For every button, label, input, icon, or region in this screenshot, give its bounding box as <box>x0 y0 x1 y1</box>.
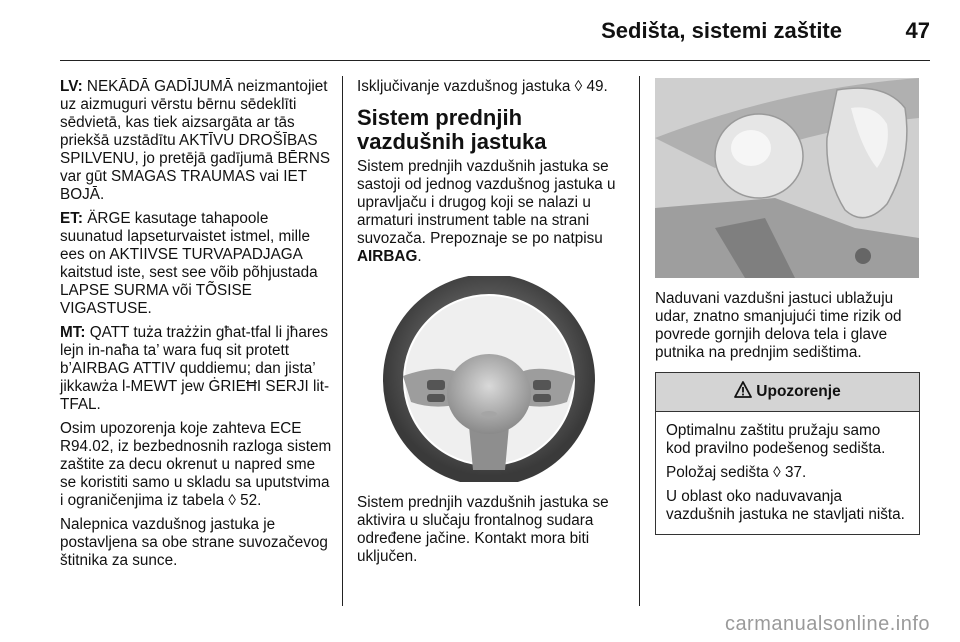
paragraph-deactivation-ref: Isključivanje vazdušnog jastuka ◊ 49. <box>357 78 608 95</box>
watermark: carmanualsonline.info <box>724 613 930 635</box>
section-heading: Sistem prednjih vazdušnih jastuka <box>357 105 547 154</box>
paragraph-r94: Osim upozorenja koje zahteva ECE R94.02, iz bezbednosnih razloga sistem zaštite za decu okrenut u napred sme se koristiti samo u skladu sa uputstvima i ograničenjima iz tabela ◊ 52. <box>60 420 332 509</box>
column-divider-1 <box>342 76 343 606</box>
system-text: Sistem prednjih vazdušnih jastuka se sastoji od jednog vazdušnog jastuka u upravljaču i drugog koji se nalazi u armaturi instrument table na strani suvozača. Prepoznaje se po natpisu <box>357 158 616 247</box>
steering-wheel-illustration <box>357 276 621 482</box>
paragraph-estonian <box>60 210 335 318</box>
steering-wheel-figure <box>357 276 621 482</box>
warning-paragraph-2: Položaj sedišta ◊ 37. <box>666 464 807 481</box>
column-divider-2 <box>639 76 640 606</box>
text-lv: NEKĀDĀ GADĪJUMĀ neizmantojiet uz aizmuguri vērstu bērnu sēdeklīti sēdvietā, kas tiek aizsargāta ar tās priekšā uzstādītu AKTĪVU DROŠĪBAS SPILVENU, jo pretējā gadījumā BĒRNS var gūt SMAGAS TRAUMAS vai IET BOJĀ. <box>60 78 331 203</box>
warning-title: Upozorenje <box>756 383 841 400</box>
deployed-airbags-figure <box>655 78 919 278</box>
page-header-title: Sedišta, sistemi zaštite <box>601 18 842 43</box>
header-divider <box>60 60 930 61</box>
lang-label-lv: LV: <box>60 78 83 95</box>
paragraph-latvian <box>60 78 335 204</box>
warning-paragraph-3: U oblast oko naduvavanja vazdušnih jastuka ne stavljati ništa. <box>666 488 905 523</box>
paragraph-maltese <box>60 324 335 414</box>
system-text-end: . <box>417 248 422 265</box>
airbag-word: AIRBAG <box>357 248 418 265</box>
text-et: ÄRGE kasutage tahapoole suunatud lapseturvaistet istmel, mille ees on AKTIIVSE TURVAPADJAGA kaitstud iste, sest see võib põhjustada LAPSE SURMA või TÕSISE VIGASTUSE. <box>60 210 318 317</box>
paragraph-activation: Sistem prednjih vazdušnih jastuka se aktivira u slučaju frontalnog sudara određene jačine. Kontakt mora biti uključen. <box>357 494 609 565</box>
lang-label-et: ET: <box>60 210 83 227</box>
paragraph-system <box>357 158 627 266</box>
warning-body <box>656 412 919 534</box>
lang-label-mt: MT: <box>60 324 86 341</box>
warning-paragraph-1: Optimalnu zaštitu pružaju samo kod pravilno podešenog sedišta. <box>666 422 886 457</box>
page-number: 47 <box>905 18 930 43</box>
warning-box <box>655 372 920 535</box>
paragraph-label: Nalepnica vazdušnog jastuka je postavljena sa obe strane suvozačevog štitnika za sunce. <box>60 516 328 569</box>
column-left <box>60 78 335 576</box>
text-mt: QATT tuża trażżin għat-tfal li jħares lejn in-naħa ta’ wara fuq sit protett b’AIRBAG ATTIV quddiemu; dan jista’ jikkawża l-MEWT jew ĠRIEĦI SERJI lit-TFAL. <box>60 324 330 413</box>
column-right <box>655 78 920 535</box>
paragraph-inflated: Naduvani vazdušni jastuci ublažuju udar, znatno smanjujući time rizik od povrede gornjih delova tela i glave putnika na prednjim sedištima. <box>655 290 902 361</box>
column-middle <box>357 78 627 572</box>
warning-triangle-icon <box>734 381 752 403</box>
deployed-airbags-illustration <box>655 78 919 278</box>
warning-header <box>656 373 919 412</box>
